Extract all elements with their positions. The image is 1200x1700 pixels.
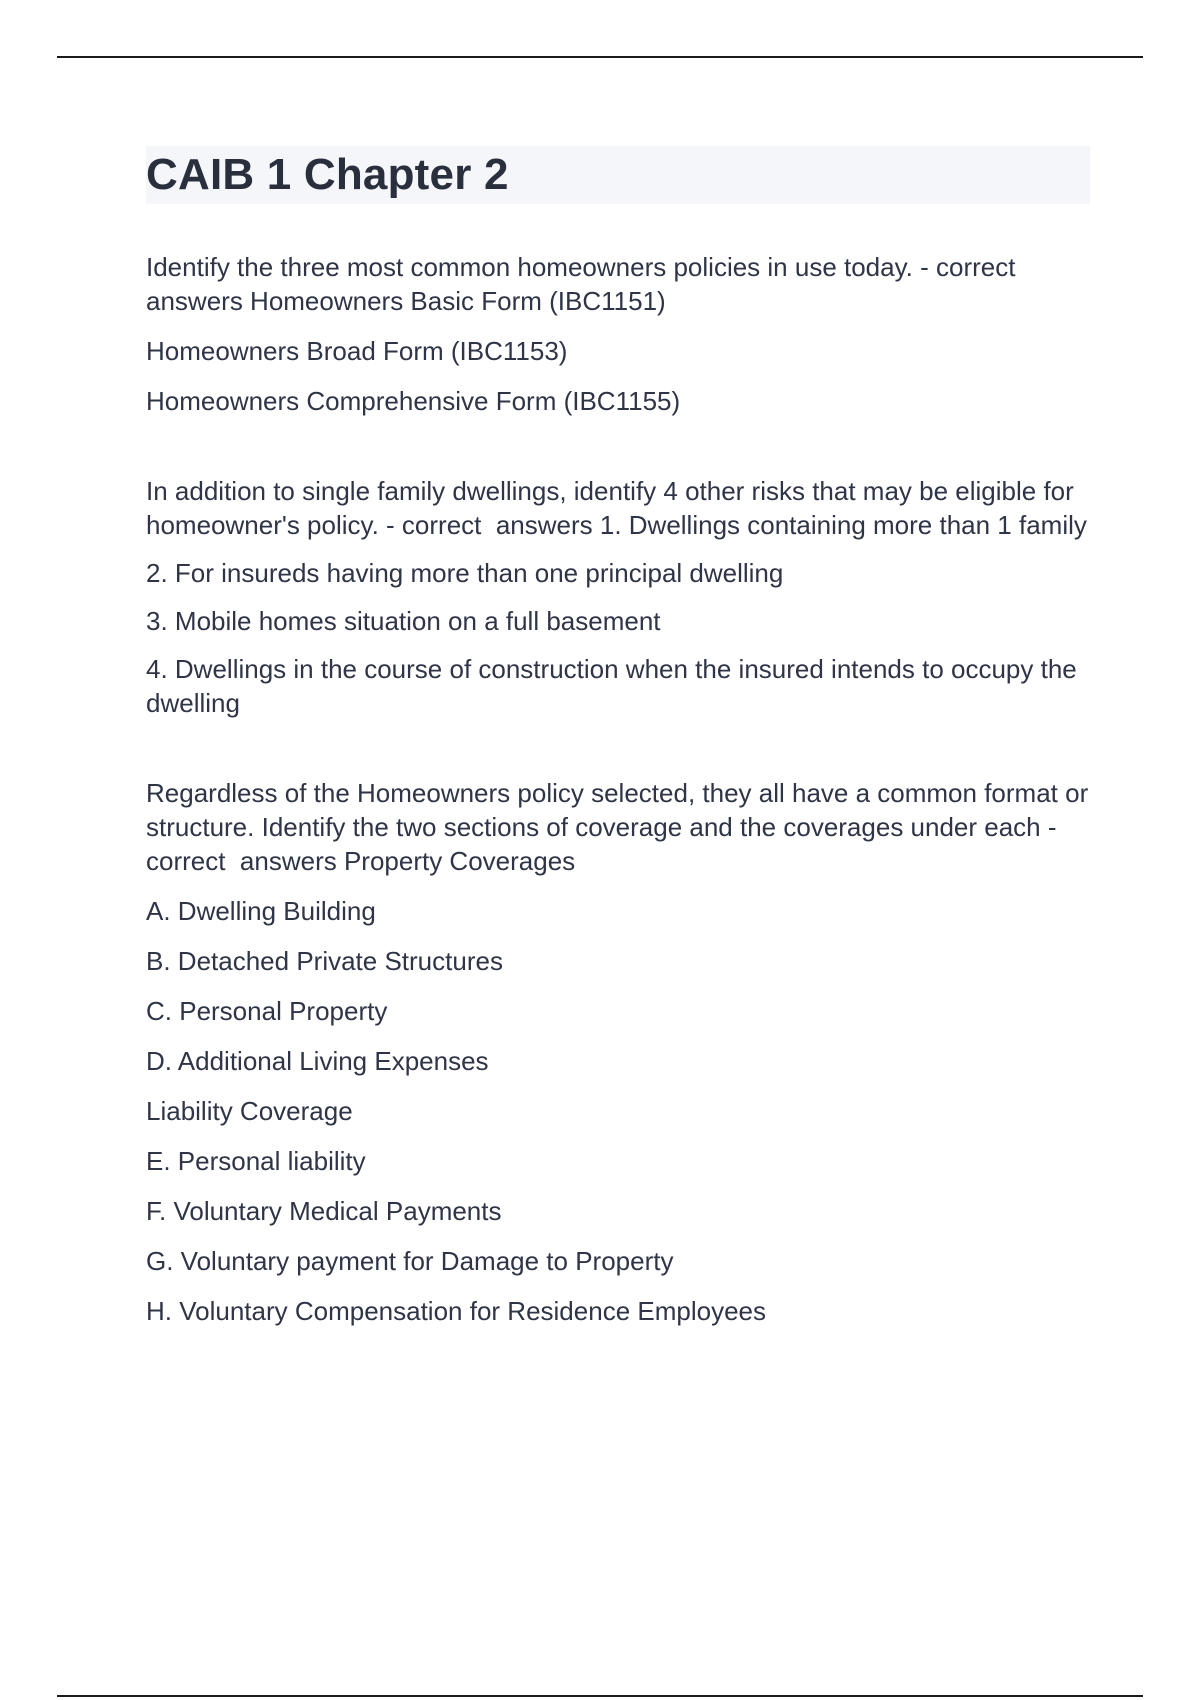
qa-answer-line: 3. Mobile homes situation on a full basement: [146, 606, 661, 636]
qa-answer-line: C. Personal Property: [146, 996, 388, 1026]
qa-answer-line: B. Detached Private Structures: [146, 946, 503, 976]
qa-question: Regardless of the Homeowners policy selected, they all have a common format or structure. Identify the two sections of coverage and the coverages under each - correct answers Property Coverages: [146, 778, 1096, 876]
qa-answer-line: 4. Dwellings in the course of construction when the insured intends to occupy the dwelling: [146, 654, 1077, 718]
qa-answer-line: D. Additional Living Expenses: [146, 1046, 489, 1076]
qa-item: [146, 474, 1090, 720]
qa-answer-line: 2. For insureds having more than one principal dwelling: [146, 558, 784, 588]
qa-answer-line: G. Voluntary payment for Damage to Property: [146, 1246, 674, 1276]
qa-item: [146, 776, 1096, 1328]
qa-question: In addition to single family dwellings, identify 4 other risks that may be eligible for homeowner's policy. - correct answers 1. Dwellings containing more than 1 family: [146, 476, 1087, 540]
qa-answer-line: A. Dwelling Building: [146, 896, 376, 926]
document-body: [146, 146, 1096, 1384]
qa-question: Identify the three most common homeowners policies in use today. - correct answers Homeowners Basic Form (IBC1151): [146, 252, 1023, 316]
bottom-rule: [57, 1695, 1143, 1697]
qa-answer-line: Homeowners Broad Form (IBC1153): [146, 336, 568, 366]
qa-answer-line: Homeowners Comprehensive Form (IBC1155): [146, 386, 681, 416]
top-rule: [57, 56, 1143, 58]
title-band: [146, 146, 1090, 204]
qa-answer-line: F. Voluntary Medical Payments: [146, 1196, 502, 1226]
qa-section-heading: Liability Coverage: [146, 1096, 353, 1126]
qa-list: [146, 250, 1096, 1328]
page-title: CAIB 1 Chapter 2: [146, 150, 509, 199]
qa-answer-line: H. Voluntary Compensation for Residence Employees: [146, 1296, 766, 1326]
qa-answer-line: E. Personal liability: [146, 1146, 366, 1176]
qa-item: [146, 250, 1090, 418]
